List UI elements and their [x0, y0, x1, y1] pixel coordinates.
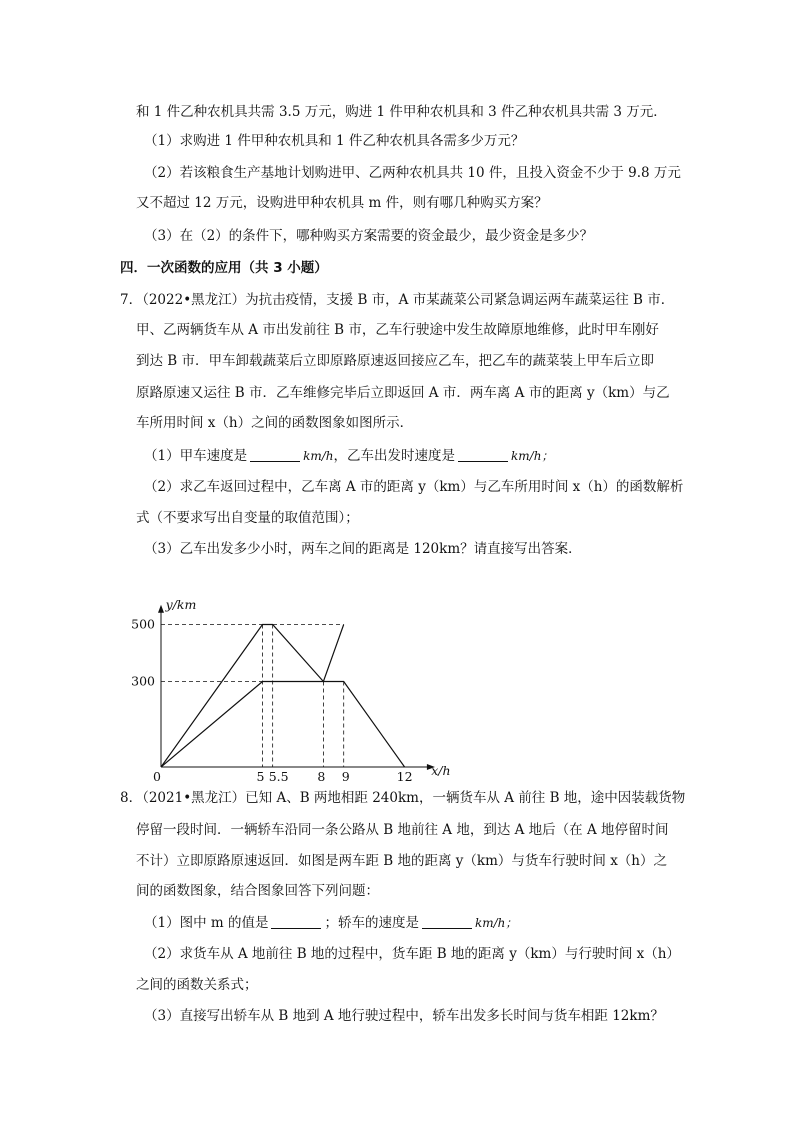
- q7-part2-line-1: （2）求乙车返回过程中，乙车离 A 市的距离 y（km）与乙车所用时间 x（h）的函数解析: [144, 479, 684, 495]
- series-line-1: [161, 625, 344, 768]
- intro-line-5: （3）在（2）的条件下，哪种购买方案需要的资金最少，最少资金是多少？: [144, 228, 594, 244]
- q8-part1-text-b: ；轿车的速度是: [324, 915, 419, 931]
- intro-line-1: 和 1 件乙种农机具共需 3.5 万元，购进 1 件甲种农机具和 3 件乙种农机具共需 3 万元．: [136, 104, 667, 120]
- q7-part1-text-b: ，乙车出发时速度是: [333, 448, 456, 464]
- q7-part3: （3）乙车出发多少小时，两车之间的距离是 120km？请直接写出答案．: [144, 541, 582, 557]
- x-tick-label-5-5: 5.5: [268, 769, 289, 784]
- x-tick-label-8: 8: [317, 769, 326, 784]
- q7-line-4: 原路原速又运往 B 市．乙车维修完毕后立即返回 A 市．两车离 A 市的距离 y（km）与乙: [136, 385, 670, 401]
- q8-line-4: 间的函数图象，结合图象回答下列问题：: [136, 883, 379, 899]
- x-tick-label-5: 5: [256, 769, 265, 784]
- q7-part1: [144, 446, 553, 466]
- section-heading: 四．一次函数的应用（共 3 小题）: [120, 260, 328, 276]
- q7-line-5: 车所用时间 x（h）之间的函数图象如图所示．: [136, 415, 414, 431]
- q8-part2-line-2: 之间的函数关系式；: [136, 977, 258, 993]
- q7-answer-blank-2[interactable]: [458, 447, 508, 462]
- x-tick-label-12: 12: [396, 769, 413, 784]
- y-axis-arrow: [158, 605, 164, 613]
- q7-part1-unit-b: km/h；: [511, 449, 554, 463]
- q7-part2-line-2: 式（不要求写出自变量的取值范围）；: [136, 510, 359, 526]
- q7-line-3: 到达 B 市．甲车卸载蔬菜后立即原路原速返回接应乙车，把乙车的蔬菜装上甲车后立即: [136, 353, 655, 369]
- y-tick-label-500: 500: [131, 616, 155, 632]
- y-tick-label-300: 300: [131, 673, 155, 689]
- q8-part1-text-a: （1）图中 m 的值是: [144, 915, 269, 931]
- q8-line-2: 停留一段时间．一辆轿车沿同一条公路从 B 地前往 A 地，到达 A 地后（在 A 地停留时间: [136, 822, 669, 838]
- q7-line-1: 7．（2022•黑龙江）为抗击疫情，支援 B 市，A 市某蔬菜公司紧急调运两车蔬菜运往 B 市．: [120, 292, 675, 308]
- q8-answer-blank-2[interactable]: [422, 914, 472, 929]
- q7-part1-unit-a: km/h: [303, 449, 334, 463]
- intro-line-3: （2）若该粮食生产基地计划购进甲、乙两种农机具共 10 件，且投入资金不少于 9.8 万元: [144, 165, 681, 181]
- q8-part1-unit: km/h；: [474, 916, 518, 930]
- q8-line-1: 8．（2021•黑龙江）已知 A、B 两地相距 240km，一辆货车从 A 前往 B 地，途中因装载货物: [120, 790, 686, 806]
- q7-answer-blank-1[interactable]: [250, 447, 300, 462]
- distance-time-chart: [125, 590, 451, 785]
- intro-line-2: （1）求购进 1 件甲种农机具和 1 件乙种农机具各需多少万元？: [144, 133, 525, 149]
- q8-part3: （3）直接写出轿车从 B 地到 A 地行驶过程中，轿车出发多长时间与货车相距 12km？: [144, 1008, 664, 1024]
- q7-part1-text-a: （1）甲车速度是: [144, 448, 248, 464]
- x-axis-label: x/h: [431, 763, 451, 778]
- q8-part2-line-1: （2）求货车从 A 地前往 B 地的过程中，货车距 B 地的距离 y（km）与行驶时间 x（h）: [144, 946, 680, 962]
- intro-line-4: 又不超过 12 万元，设购进甲种农机具 m 件，则有哪几种购买方案？: [136, 195, 548, 211]
- q8-part1: [144, 913, 517, 933]
- q7-line-2: 甲、乙两辆货车从 A 市出发前往 B 市，乙车行驶途中发生故障原地维修，此时甲车刚好: [136, 322, 659, 338]
- q8-line-3: 不计）立即原路原速返回．如图是两车距 B 地的距离 y（km）与货车行驶时间 x（h）之: [136, 853, 668, 869]
- q8-answer-blank-1[interactable]: [271, 914, 321, 929]
- y-axis-label: y/km: [165, 596, 197, 612]
- x-tick-label-0: 0: [153, 769, 161, 784]
- x-tick-label-9: 9: [341, 769, 350, 784]
- series-line-2: [161, 682, 405, 768]
